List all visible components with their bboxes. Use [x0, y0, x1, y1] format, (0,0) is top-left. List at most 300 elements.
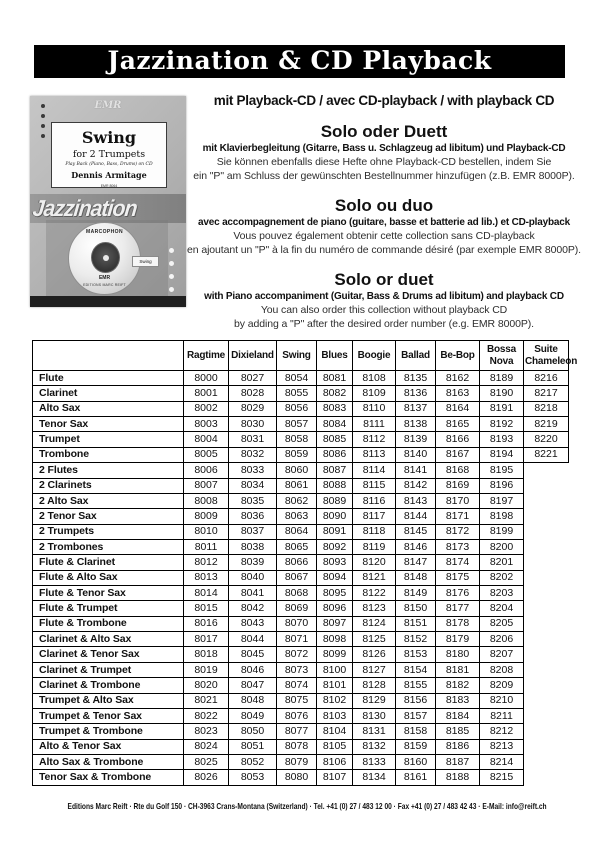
order-number-cell: 8079 [277, 754, 317, 769]
column-header-suite-chameleon: Suite Chameleon [524, 341, 569, 371]
instrument-cell: Clarinet & Tenor Sax [33, 647, 184, 662]
order-number-cell: 8166 [436, 432, 480, 447]
order-number-cell: 8172 [436, 524, 480, 539]
instrument-cell: Trumpet & Alto Sax [33, 693, 184, 708]
order-number-cell: 8036 [229, 509, 277, 524]
order-number-cell: 8215 [480, 770, 524, 786]
order-number-cell: 8203 [480, 586, 524, 601]
order-number-cell: 8018 [184, 647, 229, 662]
section-line: by adding a "P" after the desired order number (e.g. EMR 8000P). [234, 318, 534, 330]
order-number-cell: 8071 [277, 632, 317, 647]
order-number-cell: 8062 [277, 493, 317, 508]
order-number-cell: 8119 [353, 539, 396, 554]
order-number-cell: 8046 [229, 662, 277, 677]
table-row [33, 739, 569, 754]
order-number-cell: 8175 [436, 570, 480, 585]
instrument-cell: Flute & Clarinet [33, 555, 184, 570]
order-number-cell: 8001 [184, 386, 229, 401]
footer [0, 796, 600, 814]
order-number-cell: 8077 [277, 724, 317, 739]
order-number-cell: 8039 [229, 555, 277, 570]
order-number-cell: 8144 [396, 509, 436, 524]
order-number-cell: 8104 [317, 724, 353, 739]
cd-editions-label: EDITIONS MARC REIFT [83, 283, 126, 287]
table-corner-cell [33, 341, 184, 371]
instrument-cell: Trumpet [33, 432, 184, 447]
table-row [33, 770, 569, 786]
instrument-cell: Clarinet & Trombone [33, 678, 184, 693]
order-number-cell: 8007 [184, 478, 229, 493]
empty-cell [524, 678, 569, 693]
table-row [33, 509, 569, 524]
order-number-cell: 8015 [184, 601, 229, 616]
order-number-cell: 8057 [277, 417, 317, 432]
instrument-cell: Alto Sax [33, 401, 184, 416]
empty-cell [524, 616, 569, 631]
order-number-cell: 8034 [229, 478, 277, 493]
column-header-swing: Swing [277, 341, 317, 371]
order-number-cell: 8159 [396, 739, 436, 754]
order-number-cell: 8098 [317, 632, 353, 647]
order-number-cell: 8011 [184, 539, 229, 554]
cd-hole [103, 255, 109, 261]
order-number-cell: 8037 [229, 524, 277, 539]
table-row [33, 724, 569, 739]
cover-catalog: EMR 8064 [100, 184, 118, 188]
cd-title-tag: Swing [132, 256, 159, 267]
order-number-cell: 8020 [184, 678, 229, 693]
instrument-cell: Flute & Tenor Sax [33, 586, 184, 601]
section-english [186, 270, 582, 330]
order-number-cell: 8012 [184, 555, 229, 570]
order-number-cell: 8069 [277, 601, 317, 616]
order-number-cell: 8174 [436, 555, 480, 570]
instrument-cell: 2 Alto Sax [33, 493, 184, 508]
order-number-cell: 8060 [277, 463, 317, 478]
instrument-cell: Trombone [33, 447, 184, 462]
instrument-cell: 2 Tenor Sax [33, 509, 184, 524]
order-number-cell: 8154 [396, 662, 436, 677]
order-number-cell: 8093 [317, 555, 353, 570]
table-row [33, 463, 569, 478]
order-number-cell: 8121 [353, 570, 396, 585]
order-number-cell: 8041 [229, 586, 277, 601]
order-number-cell: 8216 [524, 371, 569, 386]
order-number-cell: 8091 [317, 524, 353, 539]
binding-dot [169, 248, 174, 253]
order-number-cell: 8101 [317, 678, 353, 693]
instrument-cell: Tenor Sax [33, 417, 184, 432]
order-number-cell: 8204 [480, 601, 524, 616]
empty-cell [524, 601, 569, 616]
table-row [33, 662, 569, 677]
binding-dot [41, 124, 45, 128]
order-number-cell: 8158 [396, 724, 436, 739]
order-table [32, 340, 578, 786]
order-number-cell: 8152 [396, 632, 436, 647]
order-number-cell: 8058 [277, 432, 317, 447]
order-number-cell: 8189 [480, 371, 524, 386]
order-number-cell: 8096 [317, 601, 353, 616]
order-number-cell: 8030 [229, 417, 277, 432]
empty-cell [524, 555, 569, 570]
order-number-cell: 8198 [480, 509, 524, 524]
table-row [33, 586, 569, 601]
table-row [33, 570, 569, 585]
order-number-cell: 8130 [353, 708, 396, 723]
series-banner [30, 194, 186, 223]
order-number-cell: 8206 [480, 632, 524, 647]
order-number-cell: 8009 [184, 509, 229, 524]
order-number-cell: 8126 [353, 647, 396, 662]
order-number-cell: 8031 [229, 432, 277, 447]
table-row [33, 708, 569, 723]
order-number-cell: 8120 [353, 555, 396, 570]
order-number-cell: 8177 [436, 601, 480, 616]
order-number-cell: 8139 [396, 432, 436, 447]
binding-dot [169, 274, 174, 279]
order-number-cell: 8165 [436, 417, 480, 432]
binding-dot [41, 134, 45, 138]
order-number-cell: 8200 [480, 539, 524, 554]
column-header-be-bop: Be-Bop [436, 341, 480, 371]
cover-note: Play Back (Piano, Bass, Drums) on CD [65, 162, 153, 167]
order-number-cell: 8217 [524, 386, 569, 401]
instrument-cell: 2 Flutes [33, 463, 184, 478]
order-number-cell: 8027 [229, 371, 277, 386]
order-number-cell: 8188 [436, 770, 480, 786]
instrument-cell: Clarinet & Trumpet [33, 662, 184, 677]
order-number-cell: 8073 [277, 662, 317, 677]
order-number-cell: 8207 [480, 647, 524, 662]
order-number-cell: 8008 [184, 493, 229, 508]
order-number-cell: 8019 [184, 662, 229, 677]
table-row [33, 678, 569, 693]
table-row [33, 386, 569, 401]
cover-bottom-strip [30, 296, 186, 307]
order-number-cell: 8064 [277, 524, 317, 539]
empty-cell [524, 693, 569, 708]
order-number-cell: 8047 [229, 678, 277, 693]
order-number-cell: 8038 [229, 539, 277, 554]
order-number-cell: 8122 [353, 586, 396, 601]
order-number-cell: 8118 [353, 524, 396, 539]
empty-cell [524, 770, 569, 786]
order-number-cell: 8164 [436, 401, 480, 416]
order-number-cell: 8076 [277, 708, 317, 723]
order-number-cell: 8125 [353, 632, 396, 647]
order-number-cell: 8134 [353, 770, 396, 786]
order-number-cell: 8212 [480, 724, 524, 739]
page-title: Jazzination & CD Playback [34, 45, 565, 78]
cover-subtitle: for 2 Trumpets [72, 149, 146, 160]
order-number-cell: 8185 [436, 724, 480, 739]
order-number-cell: 8032 [229, 447, 277, 462]
order-number-cell: 8117 [353, 509, 396, 524]
order-number-cell: 8084 [317, 417, 353, 432]
order-number-cell: 8072 [277, 647, 317, 662]
order-number-cell: 8195 [480, 463, 524, 478]
order-number-cell: 8196 [480, 478, 524, 493]
order-number-cell: 8168 [436, 463, 480, 478]
section-french [186, 196, 582, 256]
order-number-cell: 8075 [277, 693, 317, 708]
column-header-ballad: Ballad [396, 341, 436, 371]
order-number-cell: 8169 [436, 478, 480, 493]
order-number-cell: 8109 [353, 386, 396, 401]
order-number-cell: 8193 [480, 432, 524, 447]
order-number-cell: 8208 [480, 662, 524, 677]
order-number-cell: 8086 [317, 447, 353, 462]
empty-cell [524, 493, 569, 508]
table-row [33, 524, 569, 539]
order-number-cell: 8151 [396, 616, 436, 631]
order-number-cell: 8131 [353, 724, 396, 739]
order-number-cell: 8099 [317, 647, 353, 662]
order-number-cell: 8010 [184, 524, 229, 539]
order-number-cell: 8133 [353, 754, 396, 769]
order-number-cell: 8209 [480, 678, 524, 693]
table-row [33, 601, 569, 616]
order-number-cell: 8161 [396, 770, 436, 786]
cd-image [68, 222, 141, 295]
order-number-cell: 8210 [480, 693, 524, 708]
order-number-cell: 8026 [184, 770, 229, 786]
cover-title-box [51, 122, 167, 188]
order-number-cell: 8180 [436, 647, 480, 662]
order-number-cell: 8157 [396, 708, 436, 723]
order-number-cell: 8048 [229, 693, 277, 708]
empty-cell [524, 724, 569, 739]
order-number-cell: 8090 [317, 509, 353, 524]
order-number-cell: 8129 [353, 693, 396, 708]
order-number-cell: 8146 [396, 539, 436, 554]
empty-cell [524, 509, 569, 524]
order-number-cell: 8115 [353, 478, 396, 493]
cover-author: Dennis Armitage [71, 170, 147, 180]
section-line: ein "P" am Schluss der gewünschten Bestellnummer hinzufügen (z.B. EMR 8000P). [193, 170, 575, 182]
table-row [33, 371, 569, 386]
order-number-cell: 8000 [184, 371, 229, 386]
order-number-cell: 8156 [396, 693, 436, 708]
empty-cell [524, 647, 569, 662]
order-number-cell: 8055 [277, 386, 317, 401]
order-number-cell: 8065 [277, 539, 317, 554]
order-number-cell: 8140 [396, 447, 436, 462]
instrument-cell: Tenor Sax & Trombone [33, 770, 184, 786]
order-number-cell: 8108 [353, 371, 396, 386]
order-number-cell: 8153 [396, 647, 436, 662]
order-number-cell: 8135 [396, 371, 436, 386]
order-number-cell: 8094 [317, 570, 353, 585]
order-number-cell: 8138 [396, 417, 436, 432]
table-row [33, 447, 569, 462]
column-header-bossa-nova: Bossa Nova [480, 341, 524, 371]
emr-logo: EMR [94, 100, 122, 111]
order-number-cell: 8128 [353, 678, 396, 693]
order-number-cell: 8043 [229, 616, 277, 631]
order-number-cell: 8033 [229, 463, 277, 478]
empty-cell [524, 708, 569, 723]
order-number-cell: 8024 [184, 739, 229, 754]
order-number-cell: 8035 [229, 493, 277, 508]
order-number-cell: 8080 [277, 770, 317, 786]
order-number-cell: 8178 [436, 616, 480, 631]
order-number-cell: 8184 [436, 708, 480, 723]
order-number-cell: 8092 [317, 539, 353, 554]
empty-cell [524, 739, 569, 754]
order-number-cell: 8218 [524, 401, 569, 416]
order-number-cell: 8136 [396, 386, 436, 401]
section-heading: Solo or duet [334, 270, 434, 289]
table-row [33, 432, 569, 447]
cover-title: Swing [81, 128, 137, 147]
order-number-cell: 8201 [480, 555, 524, 570]
order-number-cell: 8112 [353, 432, 396, 447]
section-heading: Solo oder Duett [320, 122, 448, 141]
order-number-cell: 8067 [277, 570, 317, 585]
order-number-cell: 8044 [229, 632, 277, 647]
section-subheading: mit Klavierbegleitung (Gitarre, Bass u. Schlagzeug ad libitum) und Playback-CD [202, 143, 566, 154]
section-heading: Solo ou duo [334, 196, 434, 215]
cd-brand-label: MARCOPHON [86, 229, 123, 235]
series-name: Jazzination [31, 195, 139, 221]
order-number-cell: 8149 [396, 586, 436, 601]
order-number-cell: 8220 [524, 432, 569, 447]
order-number-cell: 8143 [396, 493, 436, 508]
order-number-cell: 8066 [277, 555, 317, 570]
order-number-cell: 8160 [396, 754, 436, 769]
instrument-cell: Flute & Trombone [33, 616, 184, 631]
order-number-cell: 8014 [184, 586, 229, 601]
empty-cell [524, 570, 569, 585]
order-number-cell: 8095 [317, 586, 353, 601]
order-number-cell: 8150 [396, 601, 436, 616]
order-number-cell: 8070 [277, 616, 317, 631]
order-number-cell: 8087 [317, 463, 353, 478]
instrument-cell: Clarinet [33, 386, 184, 401]
order-number-cell: 8040 [229, 570, 277, 585]
order-number-cell: 8029 [229, 401, 277, 416]
column-header-dixieland: Dixieland [229, 341, 277, 371]
cd-artwork [91, 242, 120, 273]
order-number-cell: 8141 [396, 463, 436, 478]
order-number-cell: 8025 [184, 754, 229, 769]
instrument-cell: Alto Sax & Trombone [33, 754, 184, 769]
order-number-cell: 8051 [229, 739, 277, 754]
table-row [33, 478, 569, 493]
order-number-cell: 8116 [353, 493, 396, 508]
empty-cell [524, 478, 569, 493]
empty-cell [524, 463, 569, 478]
order-number-cell: 8155 [396, 678, 436, 693]
order-number-cell: 8103 [317, 708, 353, 723]
order-number-cell: 8097 [317, 616, 353, 631]
table-row [33, 616, 569, 631]
column-header-ragtime: Ragtime [184, 341, 229, 371]
order-number-cell: 8056 [277, 401, 317, 416]
order-number-cell: 8211 [480, 708, 524, 723]
order-number-cell: 8089 [317, 493, 353, 508]
order-number-cell: 8123 [353, 601, 396, 616]
order-number-cell: 8006 [184, 463, 229, 478]
cd-emr-label: EMR [98, 275, 111, 281]
order-number-cell: 8171 [436, 509, 480, 524]
order-number-cell: 8219 [524, 417, 569, 432]
section-line: Sie können ebenfalls diese Hefte ohne Playback-CD bestellen, indem Sie [216, 156, 552, 168]
table-row [33, 754, 569, 769]
order-number-cell: 8127 [353, 662, 396, 677]
order-number-cell: 8023 [184, 724, 229, 739]
table-row [33, 647, 569, 662]
order-number-cell: 8053 [229, 770, 277, 786]
order-number-cell: 8021 [184, 693, 229, 708]
instrument-cell: Clarinet & Alto Sax [33, 632, 184, 647]
order-table-head [33, 341, 578, 371]
table-row [33, 693, 569, 708]
order-number-cell: 8132 [353, 739, 396, 754]
intro-text-column [186, 93, 582, 330]
album-cover [30, 96, 186, 307]
order-number-cell: 8194 [480, 447, 524, 462]
instrument-cell: Flute & Alto Sax [33, 570, 184, 585]
table-row [33, 417, 569, 432]
order-number-cell: 8005 [184, 447, 229, 462]
order-number-cell: 8221 [524, 447, 569, 462]
order-number-cell: 8181 [436, 662, 480, 677]
empty-cell [524, 662, 569, 677]
empty-cell [524, 586, 569, 601]
order-number-cell: 8063 [277, 509, 317, 524]
order-number-cell: 8074 [277, 678, 317, 693]
order-number-cell: 8081 [317, 371, 353, 386]
order-number-cell: 8083 [317, 401, 353, 416]
order-number-cell: 8106 [317, 754, 353, 769]
footer-contact-line: Editions Marc Reift · Rte du Golf 150 · CH-3963 Crans-Montana (Switzerland) · Tel. +41 (0) 27 / 483 12 00 · Fax +41 (0) 27 / 483 42 43 · E-Mail: info@reift.ch [67, 801, 547, 811]
section-line: en ajoutant un "P" à la fin du numéro de commande désiré (par exemple EMR 8000P). [187, 244, 581, 256]
playback-subtitle: mit Playback-CD / avec CD-playback / with playback CD [213, 93, 555, 108]
instrument-cell: 2 Clarinets [33, 478, 184, 493]
instrument-cell: Flute [33, 371, 184, 386]
order-number-cell: 8145 [396, 524, 436, 539]
order-number-cell: 8205 [480, 616, 524, 631]
column-header-blues: Blues [317, 341, 353, 371]
order-number-cell: 8142 [396, 478, 436, 493]
order-number-cell: 8202 [480, 570, 524, 585]
instrument-cell: Flute & Trumpet [33, 601, 184, 616]
order-number-cell: 8054 [277, 371, 317, 386]
order-number-cell: 8111 [353, 417, 396, 432]
order-number-cell: 8017 [184, 632, 229, 647]
order-number-cell: 8137 [396, 401, 436, 416]
section-line: You can also order this collection without playback CD [260, 304, 508, 316]
order-number-cell: 8162 [436, 371, 480, 386]
order-number-cell: 8113 [353, 447, 396, 462]
order-number-cell: 8187 [436, 754, 480, 769]
order-number-cell: 8105 [317, 739, 353, 754]
order-number-cell: 8082 [317, 386, 353, 401]
table-row [33, 632, 569, 647]
order-number-cell: 8191 [480, 401, 524, 416]
order-number-cell: 8102 [317, 693, 353, 708]
order-number-cell: 8068 [277, 586, 317, 601]
table-row [33, 539, 569, 554]
order-number-cell: 8124 [353, 616, 396, 631]
order-number-cell: 8170 [436, 493, 480, 508]
order-number-cell: 8003 [184, 417, 229, 432]
order-number-cell: 8002 [184, 401, 229, 416]
order-number-cell: 8016 [184, 616, 229, 631]
